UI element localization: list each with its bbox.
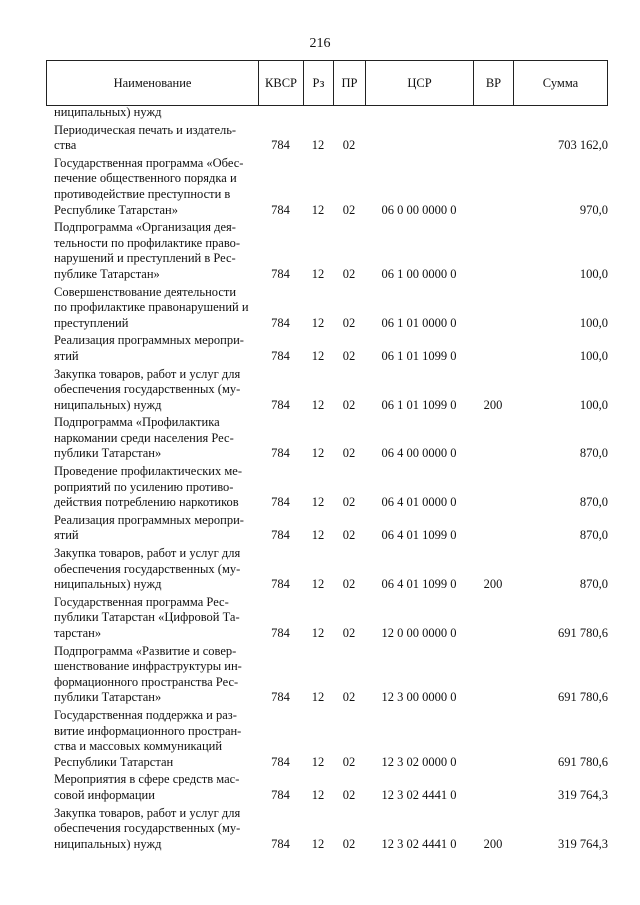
cell-kvsr: 784 — [271, 397, 290, 412]
table-row — [46, 156, 608, 218]
table-row — [46, 367, 608, 414]
cell-sum: 870,0 — [579, 577, 608, 592]
cell-sum: 870,0 — [579, 495, 608, 510]
name-line: ниципальных) нужд — [54, 577, 162, 592]
cell-csr: 06 1 00 0000 0 — [381, 266, 457, 281]
name-line: Государственная программа «Обес- — [54, 155, 244, 170]
cell-rz: 12 — [311, 626, 325, 640]
cell-name — [46, 464, 258, 511]
cell-kvsr: 784 — [271, 138, 290, 153]
cell-sum: 100,0 — [579, 266, 608, 281]
cell-csr: 12 3 02 4441 0 — [381, 787, 457, 802]
table-row — [46, 708, 608, 770]
cell-name — [46, 105, 258, 121]
cell-sum: 691 780,6 — [558, 626, 608, 640]
table-row — [46, 123, 608, 154]
cell-kvsr: 784 — [271, 690, 290, 705]
name-line: преступлений — [54, 315, 129, 330]
name-line: обеспечения государственных (му- — [54, 382, 241, 397]
table-row — [46, 285, 608, 332]
cell-kvsr: 784 — [271, 202, 290, 217]
cell-name — [46, 367, 258, 414]
cell-pr: 02 — [342, 577, 356, 592]
name-line: Реализация программных меропри- — [54, 512, 244, 527]
cell-pr: 02 — [342, 528, 356, 543]
cell-sum: 319 764,3 — [558, 836, 608, 851]
table-row — [46, 644, 608, 706]
cell-sum: 691 780,6 — [558, 690, 608, 705]
table-body — [46, 106, 608, 852]
name-line: ятий — [54, 348, 79, 363]
header-sum: Сумма — [542, 75, 579, 90]
name-line: тельности по профилактике право- — [54, 235, 241, 250]
cell-pr: 02 — [342, 787, 356, 802]
cell-name — [46, 806, 258, 853]
name-line: ства — [54, 138, 77, 153]
header-kvsr: КВСР — [259, 61, 304, 105]
cell-kvsr: 784 — [271, 836, 290, 851]
name-line: печение общественного порядка и — [54, 171, 237, 186]
name-line: формационного пространства Рес- — [54, 674, 239, 689]
name-line: Проведение профилактических ме- — [54, 464, 242, 479]
table-row — [46, 772, 608, 803]
cell-kvsr: 784 — [271, 266, 290, 281]
cell-sum: 100,0 — [579, 397, 608, 412]
cell-rz: 12 — [311, 577, 325, 592]
cell-rz: 12 — [311, 315, 325, 330]
name-line: Совершенствование деятельности — [54, 284, 237, 299]
cell-csr: 06 1 01 1099 0 — [381, 397, 457, 412]
cell-sum: 870,0 — [579, 446, 608, 461]
name-line: тарстан» — [54, 626, 102, 640]
cell-sum: 319 764,3 — [558, 787, 608, 802]
cell-pr: 02 — [342, 397, 356, 412]
cell-sum: 970,0 — [579, 202, 608, 217]
name-line: Закупка товаров, работ и услуг для — [54, 805, 241, 820]
cell-csr: 06 4 01 1099 0 — [381, 577, 457, 592]
name-line: противодействие преступности в — [54, 186, 231, 201]
cell-rz: 12 — [311, 495, 325, 510]
cell-rz: 12 — [311, 690, 325, 705]
table-header — [46, 60, 608, 106]
cell-csr: 12 0 00 0000 0 — [381, 626, 457, 640]
name-line: Реализация программных меропри- — [54, 333, 244, 348]
cell-csr: 06 1 01 1099 0 — [381, 348, 457, 363]
cell-pr: 02 — [342, 315, 356, 330]
cell-pr: 02 — [342, 202, 356, 217]
name-line: Подпрограмма «Организация дея- — [54, 220, 236, 235]
cell-kvsr: 784 — [271, 495, 290, 510]
cell-kvsr: 784 — [271, 528, 290, 543]
cell-csr: 06 0 00 0000 0 — [381, 202, 457, 217]
name-line: совой информации — [54, 787, 155, 802]
cell-kvsr: 784 — [271, 348, 290, 363]
cell-rz: 12 — [311, 754, 325, 769]
cell-vr: 200 — [483, 836, 503, 851]
cell-sum: 870,0 — [579, 528, 608, 543]
cell-csr: 12 3 02 4441 0 — [381, 836, 457, 851]
table-row — [46, 105, 608, 121]
table-row — [46, 220, 608, 282]
cell-sum: 703 162,0 — [558, 138, 608, 153]
cell-kvsr: 784 — [271, 626, 290, 640]
cell-pr: 02 — [342, 446, 356, 461]
cell-kvsr: 784 — [271, 577, 290, 592]
header-pr: ПР — [334, 61, 366, 105]
cell-name — [46, 546, 258, 593]
cell-csr: 12 3 00 0000 0 — [381, 690, 457, 705]
page-number: 216 — [309, 36, 331, 51]
cell-rz: 12 — [311, 836, 325, 851]
cell-kvsr: 784 — [271, 754, 290, 769]
cell-name — [46, 772, 258, 803]
name-line: ниципальных) нужд — [54, 105, 162, 119]
table-row — [46, 415, 608, 462]
cell-name — [46, 156, 258, 218]
cell-vr: 200 — [483, 577, 503, 592]
cell-rz: 12 — [311, 348, 325, 363]
header-rz: Рз — [304, 61, 334, 105]
cell-rz: 12 — [311, 787, 325, 802]
cell-sum: 100,0 — [579, 315, 608, 330]
table-row — [46, 546, 608, 593]
cell-pr: 02 — [342, 348, 356, 363]
cell-csr: 06 4 00 0000 0 — [381, 446, 457, 461]
name-line: витие информационного простран- — [54, 723, 242, 738]
cell-pr: 02 — [342, 690, 356, 705]
cell-rz: 12 — [311, 446, 325, 461]
name-line: наркомании среди населения Рес- — [54, 430, 234, 445]
name-line: Периодическая печать и издатель- — [54, 122, 237, 137]
name-line: ства и массовых коммуникаций — [54, 739, 223, 754]
name-line: Государственная программа Рес- — [54, 594, 229, 609]
table-row — [46, 513, 608, 544]
name-line: шенствование инфраструктуры ин- — [54, 659, 242, 674]
name-line: Закупка товаров, работ и услуг для — [54, 366, 241, 381]
cell-name — [46, 123, 258, 154]
name-line: Республики Татарстан — [54, 754, 174, 769]
cell-pr: 02 — [342, 266, 356, 281]
cell-csr: 06 1 01 0000 0 — [381, 315, 457, 330]
cell-sum: 100,0 — [579, 348, 608, 363]
name-line: нарушений и преступлений в Рес- — [54, 251, 236, 266]
cell-csr: 12 3 02 0000 0 — [381, 754, 457, 769]
cell-pr: 02 — [342, 754, 356, 769]
name-line: Закупка товаров, работ и услуг для — [54, 546, 241, 561]
name-line: Подпрограмма «Профилактика — [54, 415, 220, 430]
cell-pr: 02 — [342, 138, 356, 153]
name-line: Республике Татарстан» — [54, 202, 178, 217]
cell-pr: 02 — [342, 626, 356, 640]
cell-rz: 12 — [311, 202, 325, 217]
cell-name — [46, 415, 258, 462]
cell-vr: 200 — [483, 397, 503, 412]
cell-csr: 06 4 01 0000 0 — [381, 495, 457, 510]
cell-name — [46, 644, 258, 706]
header-csr: ЦСР — [366, 61, 474, 105]
name-line: ятий — [54, 528, 79, 543]
cell-name — [46, 708, 258, 770]
table-row — [46, 333, 608, 364]
cell-rz: 12 — [311, 266, 325, 281]
cell-kvsr: 784 — [271, 446, 290, 461]
name-line: Подпрограмма «Развитие и совер- — [54, 643, 237, 658]
name-line: Мероприятия в сфере средств мас- — [54, 772, 240, 787]
name-line: публики Татарстан» — [54, 690, 162, 705]
cell-rz: 12 — [311, 397, 325, 412]
cell-pr: 02 — [342, 836, 356, 851]
name-line: публике Татарстан» — [54, 266, 160, 281]
cell-name — [46, 285, 258, 332]
name-line: Государственная поддержка и раз- — [54, 707, 237, 722]
cell-name — [46, 220, 258, 282]
table-row — [46, 464, 608, 511]
cell-pr: 02 — [342, 495, 356, 510]
name-line: по профилактике правонарушений и — [54, 300, 249, 315]
cell-kvsr: 784 — [271, 315, 290, 330]
name-line: ниципальных) нужд — [54, 836, 162, 851]
name-line: публики Татарстан» — [54, 446, 162, 461]
cell-name — [46, 595, 258, 642]
cell-rz: 12 — [311, 138, 325, 153]
table-row — [46, 806, 608, 853]
name-line: роприятий по усилению противо- — [54, 479, 234, 494]
cell-rz: 12 — [311, 528, 325, 543]
cell-name — [46, 333, 258, 364]
header-name: Наименование — [47, 61, 259, 105]
cell-kvsr: 784 — [271, 787, 290, 802]
cell-csr: 06 4 01 1099 0 — [381, 528, 457, 543]
header-vr: ВР — [474, 61, 514, 105]
name-line: обеспечения государственных (му- — [54, 561, 241, 576]
cell-sum: 691 780,6 — [558, 754, 608, 769]
cell-name — [46, 513, 258, 544]
table-row — [46, 595, 608, 642]
name-line: публики Татарстан «Цифровой Та- — [54, 610, 240, 625]
name-line: ниципальных) нужд — [54, 397, 162, 412]
name-line: обеспечения государственных (му- — [54, 821, 241, 836]
name-line: действия потреблению наркотиков — [54, 495, 239, 510]
